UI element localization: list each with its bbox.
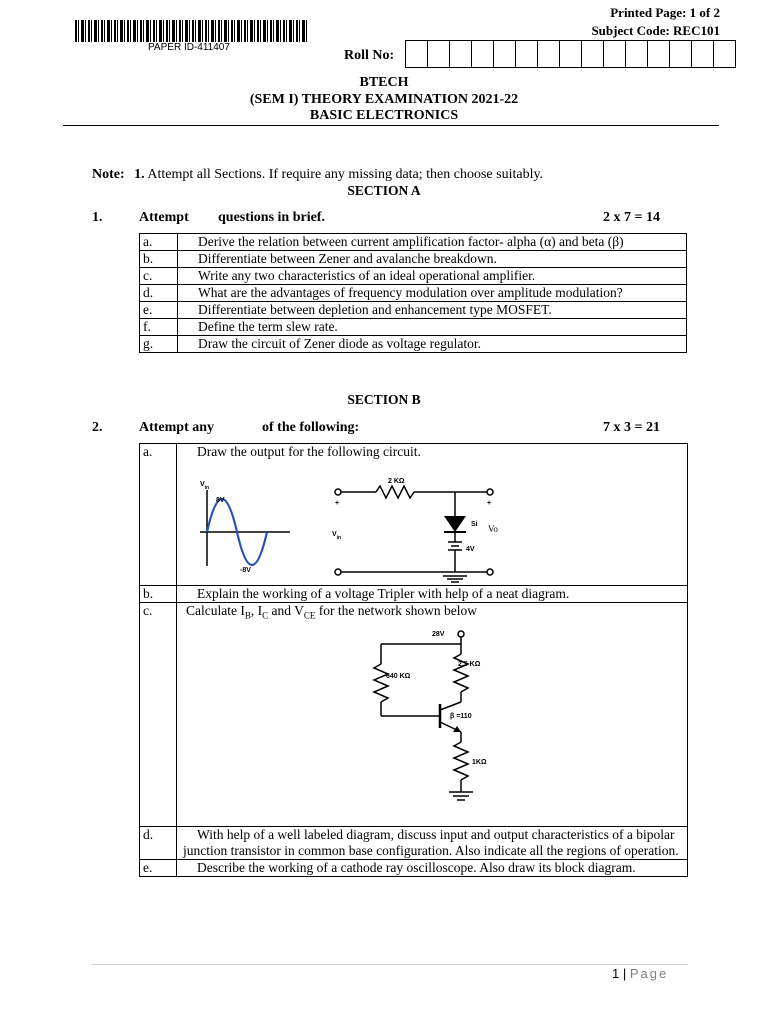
roll-no-boxes[interactable] — [406, 40, 736, 68]
peak-positive: 8V — [216, 497, 225, 504]
table-row — [140, 336, 687, 353]
item-text: Differentiate between depletion and enhancement type MOSFET. — [178, 302, 687, 319]
section-a-title: SECTION A — [347, 183, 421, 198]
item-label: a. — [140, 444, 177, 586]
roll-box[interactable] — [427, 40, 450, 68]
transistor-collector — [440, 702, 461, 710]
barcode — [75, 20, 307, 42]
resistor-collector — [454, 654, 468, 692]
vin-label: $V_{in}$ — [200, 481, 210, 491]
item-label: d. — [140, 827, 177, 860]
item-text: Describe the working of a cathode ray oscilloscope. Also draw its block diagram. — [177, 860, 688, 877]
resistor-base — [374, 664, 388, 702]
item-label: d. — [140, 285, 178, 302]
paper-id: PAPER ID-411407 — [148, 42, 230, 53]
section-b-title: SECTION B — [347, 392, 421, 407]
plus-in: + — [335, 500, 340, 507]
peak-negative: -8V — [240, 567, 251, 574]
printed-info — [591, 4, 720, 40]
resistor-emitter — [454, 742, 468, 780]
item-label: g. — [140, 336, 178, 353]
roll-box[interactable] — [669, 40, 692, 68]
subject-title: BASIC ELECTRONICS — [309, 108, 459, 123]
item-label: a. — [140, 234, 178, 251]
table-row — [140, 827, 688, 860]
note-num: 1. — [134, 167, 145, 182]
roll-box[interactable] — [449, 40, 472, 68]
roll-box[interactable] — [515, 40, 538, 68]
q1-instruction-1: Attempt — [139, 210, 189, 225]
item-label: e. — [140, 302, 178, 319]
item-label: e. — [140, 860, 177, 877]
item-text: Draw the output for the following circuit. — [177, 444, 688, 586]
item-text: Write any two characteristics of an ideal operational amplifier. — [178, 268, 687, 285]
resistor-2k — [376, 486, 414, 498]
item-text: Explain the working of a voltage Tripler with help of a neat diagram. — [177, 586, 688, 603]
roll-box[interactable] — [493, 40, 516, 68]
item-label: f. — [140, 319, 178, 336]
q2-marks: 7 x 3 = 21 — [603, 420, 660, 435]
roll-box[interactable] — [537, 40, 560, 68]
header-divider — [63, 125, 719, 126]
r-base-label: 640 KΩ — [386, 673, 411, 680]
vo-label: Vo — [488, 524, 498, 534]
item-text: Derive the relation between current amplification factor- alpha (α) and beta (β) — [178, 234, 687, 251]
item-text: With help of a well labeled diagram, discuss input and output characteristics of a bipolar junction transistor in common base configuration. Also indicate all the regions of operation. — [177, 827, 688, 860]
footer-divider — [92, 964, 688, 965]
roll-box[interactable] — [603, 40, 626, 68]
table-row — [140, 285, 687, 302]
item-text: Differentiate between Zener and avalanche breakdown. — [178, 251, 687, 268]
output-terminal — [487, 489, 493, 495]
degree: BTECH — [359, 75, 409, 90]
note — [92, 167, 543, 183]
supply-label: 28V — [432, 631, 445, 638]
battery-label: 4V — [466, 546, 475, 553]
subject-code: REC101 — [673, 23, 720, 38]
table-row — [140, 234, 687, 251]
section-a-table — [139, 233, 687, 353]
r-emitter-label: 1KΩ — [472, 759, 487, 766]
q2-instruction-1: Attempt any — [139, 420, 215, 435]
item-text: Define the term slew rate. — [178, 319, 687, 336]
roll-box[interactable] — [581, 40, 604, 68]
q1-marks: 2 x 7 = 14 — [603, 210, 660, 225]
table-row — [140, 302, 687, 319]
exam-title: (SEM I) THEORY EXAMINATION 2021-22 — [249, 92, 519, 107]
item-label: c. — [140, 603, 177, 827]
table-row — [140, 251, 687, 268]
roll-no-label: Roll No: — [344, 48, 395, 63]
subject-code-label: Subject Code: — [591, 23, 674, 38]
table-row — [140, 268, 687, 285]
subject-code-line — [591, 22, 720, 40]
note-text: Attempt all Sections. If require any missing data; then choose suitably. — [147, 167, 544, 182]
q2-number: 2. — [92, 420, 103, 435]
note-label: Note: — [92, 167, 125, 182]
item-text: What are the advantages of frequency modulation over amplitude modulation? — [178, 285, 687, 302]
figure-c-circuit — [360, 626, 530, 804]
beta-label: β =110 — [450, 713, 472, 720]
q1-instruction-2: questions in brief. — [218, 210, 325, 225]
q1-number: 1. — [92, 210, 103, 225]
table-row — [140, 586, 688, 603]
resistor-label: 2 KΩ — [388, 478, 405, 485]
roll-box[interactable] — [559, 40, 582, 68]
roll-box[interactable] — [625, 40, 648, 68]
roll-box[interactable] — [471, 40, 494, 68]
item-label: b. — [140, 586, 177, 603]
supply-terminal — [458, 631, 464, 637]
diode-si — [444, 516, 466, 532]
vin-circuit-label: $V_{in}$ — [332, 531, 342, 541]
plus-out: + — [487, 500, 492, 507]
q2-instruction-2: of the following: — [262, 420, 360, 435]
r-collector-label: 2.5 KΩ — [458, 661, 481, 668]
page-number: 1 | Page — [612, 966, 669, 981]
roll-box[interactable] — [713, 40, 736, 68]
roll-box[interactable] — [691, 40, 714, 68]
item-label: b. — [140, 251, 178, 268]
figure-a-circuit — [190, 476, 520, 584]
diode-label: Si — [471, 521, 478, 528]
roll-box[interactable] — [647, 40, 670, 68]
table-row — [140, 319, 687, 336]
item-text: Draw the circuit of Zener diode as voltage regulator. — [178, 336, 687, 353]
input-terminal — [335, 489, 341, 495]
table-row — [140, 860, 688, 877]
item-text: Calculate $I_B$, $I_C$ and $V_{CE}$ for the network shown below — [177, 603, 688, 827]
printed-page: Printed Page: 1 of 2 — [610, 5, 720, 20]
item-label: c. — [140, 268, 178, 285]
roll-box[interactable] — [405, 40, 428, 68]
